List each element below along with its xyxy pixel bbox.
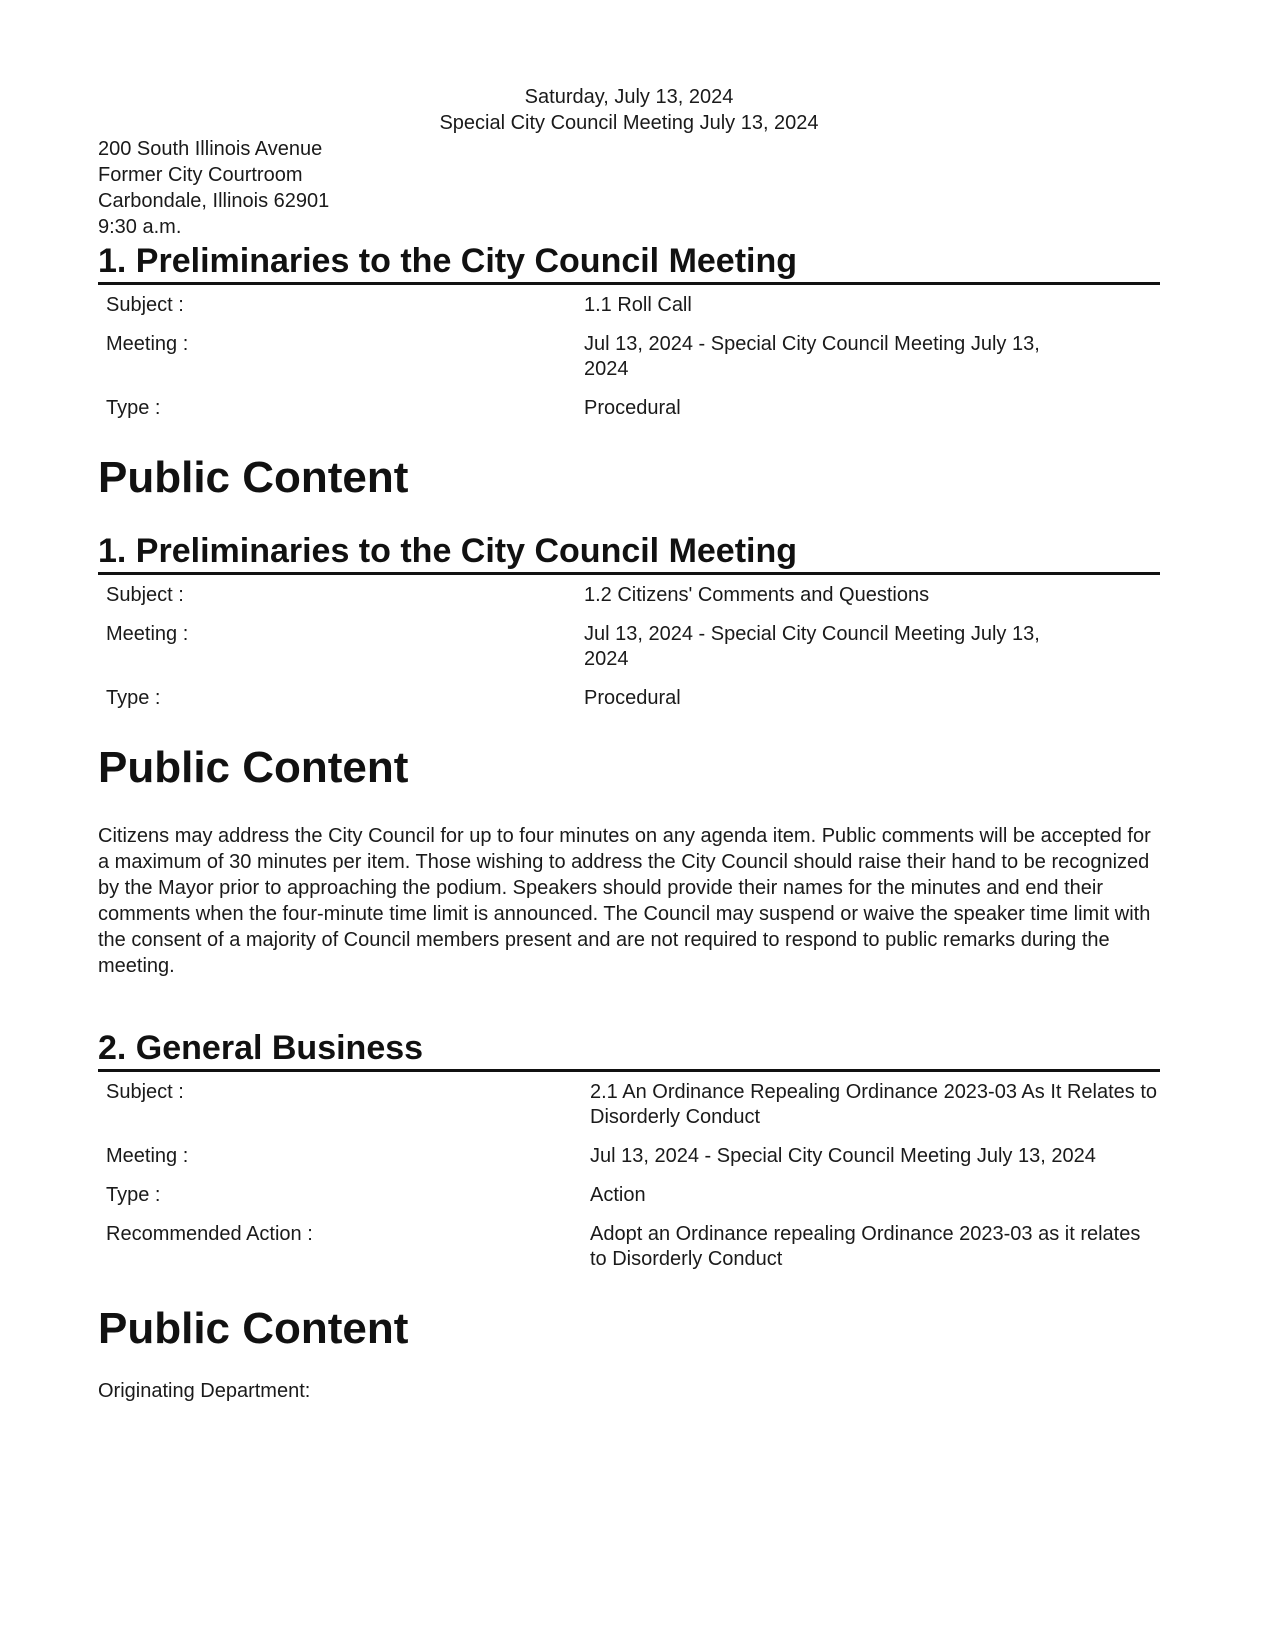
address-room: Former City Courtroom (98, 164, 303, 186)
address-street: 200 South Illinois Avenue (98, 138, 323, 160)
meeting-row (98, 1136, 1160, 1175)
subject-label: Subject : (106, 1081, 184, 1103)
document-header (98, 84, 1160, 136)
type-value: Procedural (584, 397, 681, 419)
subject-row (98, 285, 1160, 324)
type-row (98, 1175, 1160, 1214)
subject-row (98, 575, 1160, 614)
subject-value: 2.1 An Ordinance Repealing Ordinance 2023-03 As It Relates to Disorderly Conduct (590, 1081, 1158, 1128)
section-title: 1. Preliminaries to the City Council Meeting (98, 532, 1160, 575)
public-content-heading: Public Content (98, 1304, 409, 1353)
subject-row (98, 1072, 1160, 1136)
type-row (98, 388, 1160, 427)
meeting-time: 9:30 a.m. (98, 216, 182, 238)
originating-department: Originating Department: (98, 1380, 311, 1402)
meeting-address (98, 136, 1160, 240)
item-details-table (98, 1072, 1160, 1278)
type-label: Type : (106, 397, 161, 419)
subject-value: 1.1 Roll Call (584, 294, 692, 316)
subject-value: 1.2 Citizens' Comments and Questions (584, 584, 930, 606)
meeting-label: Meeting : (106, 1145, 189, 1167)
meeting-label: Meeting : (106, 333, 189, 355)
meeting-value: Jul 13, 2024 - Special City Council Meeting July 13, 2024 (584, 623, 1040, 670)
subject-label: Subject : (106, 584, 184, 606)
address-city: Carbondale, Illinois 62901 (98, 190, 330, 212)
public-content-heading: Public Content (98, 743, 409, 792)
recommended-action-label: Recommended Action : (106, 1223, 313, 1245)
section-title: 2. General Business (98, 1029, 1160, 1072)
type-row (98, 678, 1160, 717)
meeting-row (98, 614, 1160, 678)
recommended-action-value: Adopt an Ordinance repealing Ordinance 2023-03 as it relates to Disorderly Conduct (590, 1223, 1141, 1270)
meeting-title: Special City Council Meeting July 13, 2024 (439, 112, 819, 134)
public-content-text: Citizens may address the City Council for up to four minutes on any agenda item. Public comments will be accepted for a maximum of 30 minutes per item. Those wishing to address the City Council should raise their hand to be recognized by the Mayor prior to approaching the podium. Speakers should provide their names for the minutes and end their comments when the four-minute time limit is announced. The Council may suspend or waive the speaker time limit with the consent of a majority of Council members present and are not required to respond to public remarks during the meeting. (98, 825, 1151, 977)
agenda-page (98, 84, 1160, 1404)
type-value: Action (590, 1184, 646, 1206)
meeting-date: Saturday, July 13, 2024 (524, 86, 734, 108)
subject-label: Subject : (106, 294, 184, 316)
item-details-table (98, 285, 1160, 427)
public-content-heading: Public Content (98, 453, 409, 502)
type-label: Type : (106, 687, 161, 709)
type-value: Procedural (584, 687, 681, 709)
meeting-value: Jul 13, 2024 - Special City Council Meeting July 13, 2024 (590, 1145, 1096, 1167)
meeting-row (98, 324, 1160, 388)
recommended-action-row (98, 1214, 1160, 1278)
type-label: Type : (106, 1184, 161, 1206)
meeting-label: Meeting : (106, 623, 189, 645)
meeting-value: Jul 13, 2024 - Special City Council Meeting July 13, 2024 (584, 333, 1040, 380)
item-details-table (98, 575, 1160, 717)
section-title: 1. Preliminaries to the City Council Meeting (98, 242, 1160, 285)
